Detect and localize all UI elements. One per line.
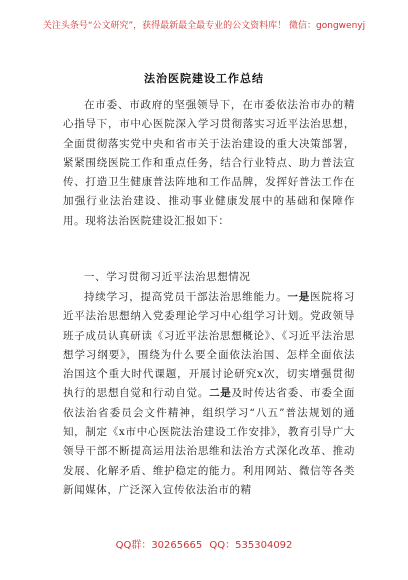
point-marker-2: 二是 (209, 387, 232, 400)
section-paragraph (63, 288, 355, 500)
point-text-2: 及时传达省委、市委全面依法治省委员会文件精神，组织学习“八五”普法规划的通知，制定《x市中心医院法治建设工作安排》，教育引导广大领导干部不断提高运用法治思维和法治方式深化改革、推动发展、化解矛盾、维护稳定的能力。利用网站、微信等各类新闻媒体，广泛深入宣传依法治市的精 (63, 387, 355, 496)
footer-qq-group: QQ群：30265665 (115, 540, 203, 551)
point-marker-1: 一是 (287, 291, 310, 303)
intro-paragraph: 在市委、市政府的坚强领导下，在市委依法治市办的精心指导下，市中心医院深入学习贯彻落实习近平法治思想，全面贯彻落实党中央和省市关于法治建设的重大决策部署，紧紧围绕医院工作和重点任务，结合行业特点、助力普法宣传、打造卫生健康普法阵地和工作品牌，发挥好普法工作在加强行业法治建设、推动事业健康发展中的基础和保障作用。现将法治医院建设汇报如下： (63, 99, 355, 227)
section-heading: 一、学习贯彻习近平法治思想情况 (84, 271, 251, 283)
point-text-1: 医院将习近平法治思想纳入党委理论学习中心组学习计划。党政领导班子成员认真研读《习近平法治思想概论》、《习近平法治思想学习纲要》，围绕为什么要全面依法治国、怎样全面依法治国这个重大时代课题，开展讨论研究x次，切实增强贯彻执行的思想自觉和行动自觉。 (63, 291, 355, 400)
footer-contacts (0, 536, 408, 551)
paragraph-lead: 持续学习，提高党员干部法治思维能力。 (84, 291, 288, 303)
header-banner: 关注头条号“公文研究”，获得最新最全最专业的公文资料库！ 微信：gongwenyj (42, 21, 366, 31)
footer-qq: QQ：535304092 (209, 540, 293, 551)
document-title: 法治医院建设工作总结 (144, 72, 264, 85)
